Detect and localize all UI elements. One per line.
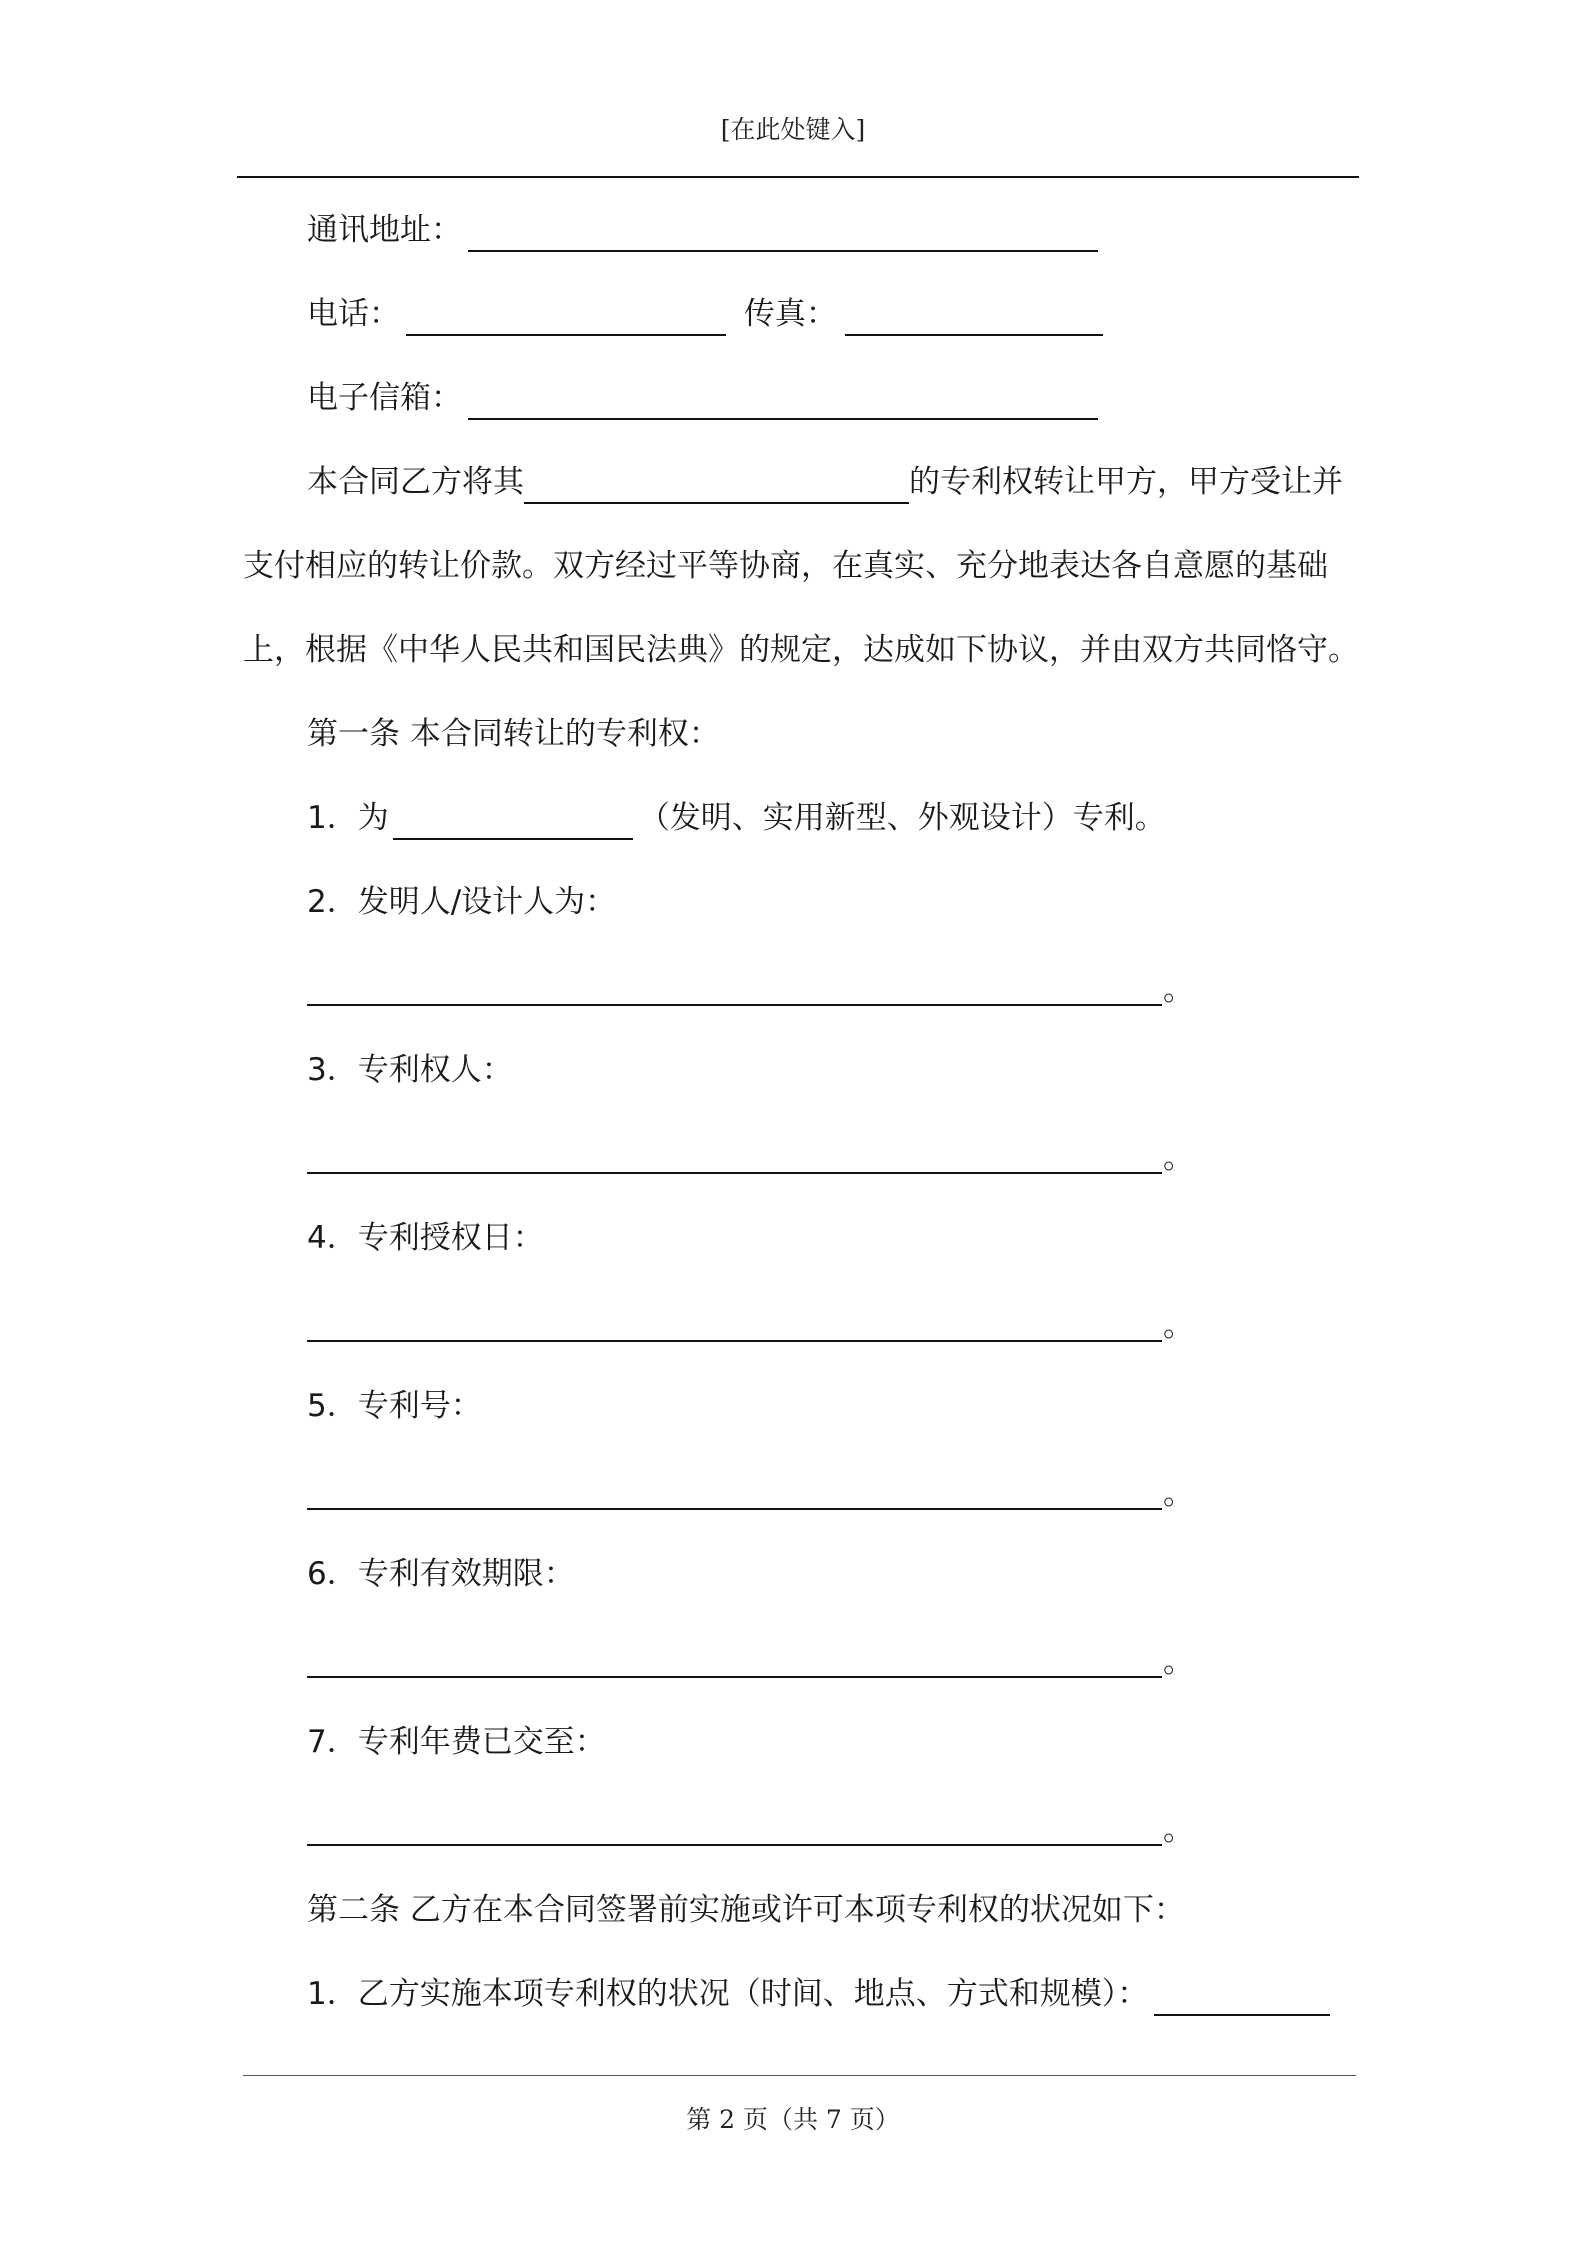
address-field-row <box>307 208 1098 252</box>
article-1-item-4: 4．专利授权日： <box>307 1220 544 1256</box>
email-field-row <box>307 376 1098 420</box>
page-number: 第 2 页（共 7 页） <box>686 2105 900 2134</box>
item-1-suffix: （发明、实用新型、外观设计）专利。 <box>638 800 1166 836</box>
email-blank[interactable] <box>468 382 1098 420</box>
intro-text-1: 本合同乙方将其 <box>307 464 524 500</box>
email-label: 电子信箱： <box>307 380 462 416</box>
article-2-title: 第二条 乙方在本合同签署前实施或许可本项专利权的状况如下： <box>307 1892 1185 1928</box>
article-1-title: 第一条 本合同转让的专利权： <box>307 716 720 752</box>
intro-text-2: 的专利权转让甲方，甲方受让并 <box>909 464 1343 500</box>
article-1-item-5: 5．专利号： <box>307 1388 482 1424</box>
period-mark: 。 <box>1163 972 1194 1008</box>
implementation-blank[interactable] <box>1154 1978 1330 2016</box>
article-1-item-7: 7．专利年费已交至： <box>307 1724 606 1760</box>
period-mark: 。 <box>1163 1644 1194 1680</box>
intro-line-3: 上，根据《中华人民共和国民法典》的规定，达成如下协议，并由双方共同恪守。 <box>243 632 1359 668</box>
period-mark: 。 <box>1163 1476 1194 1512</box>
article-1-item-1 <box>307 796 1166 840</box>
article-2-item-1-text: 1．乙方实施本项专利权的状况（时间、地点、方式和规模）： <box>307 1976 1149 2012</box>
patent-type-blank[interactable] <box>393 802 633 840</box>
phone-label: 电话： <box>307 296 400 332</box>
fax-blank[interactable] <box>845 298 1103 336</box>
address-blank[interactable] <box>468 214 1098 252</box>
article-1-item-3: 3．专利权人： <box>307 1052 513 1088</box>
patent-name-blank[interactable] <box>524 466 909 504</box>
phone-blank[interactable] <box>406 298 726 336</box>
article-1-item-6: 6．专利有效期限： <box>307 1556 575 1592</box>
period-mark: 。 <box>1163 1140 1194 1176</box>
intro-line-1 <box>307 460 1343 504</box>
validity-fill-line[interactable] <box>307 1676 1162 1678</box>
grant-date-fill-line[interactable] <box>307 1340 1162 1342</box>
period-mark: 。 <box>1163 1812 1194 1848</box>
footer-divider <box>243 2075 1356 2076</box>
article-2-item-1 <box>307 1972 1330 2016</box>
page-header: [在此处键入] <box>720 115 866 144</box>
patentee-fill-line[interactable] <box>307 1172 1162 1174</box>
annual-fee-fill-line[interactable] <box>307 1844 1162 1846</box>
intro-line-2: 支付相应的转让价款。双方经过平等协商，在真实、充分地表达各自意愿的基础 <box>243 548 1328 584</box>
period-mark: 。 <box>1163 1308 1194 1344</box>
inventor-fill-line[interactable] <box>307 1004 1162 1006</box>
phone-fax-row <box>307 292 1103 336</box>
item-1-prefix: 1．为 <box>307 800 389 836</box>
article-1-item-2: 2．发明人/设计人为： <box>307 884 617 920</box>
patent-number-fill-line[interactable] <box>307 1508 1162 1510</box>
header-divider <box>237 176 1359 178</box>
address-label: 通讯地址： <box>307 212 462 248</box>
fax-label: 传真： <box>743 296 837 332</box>
